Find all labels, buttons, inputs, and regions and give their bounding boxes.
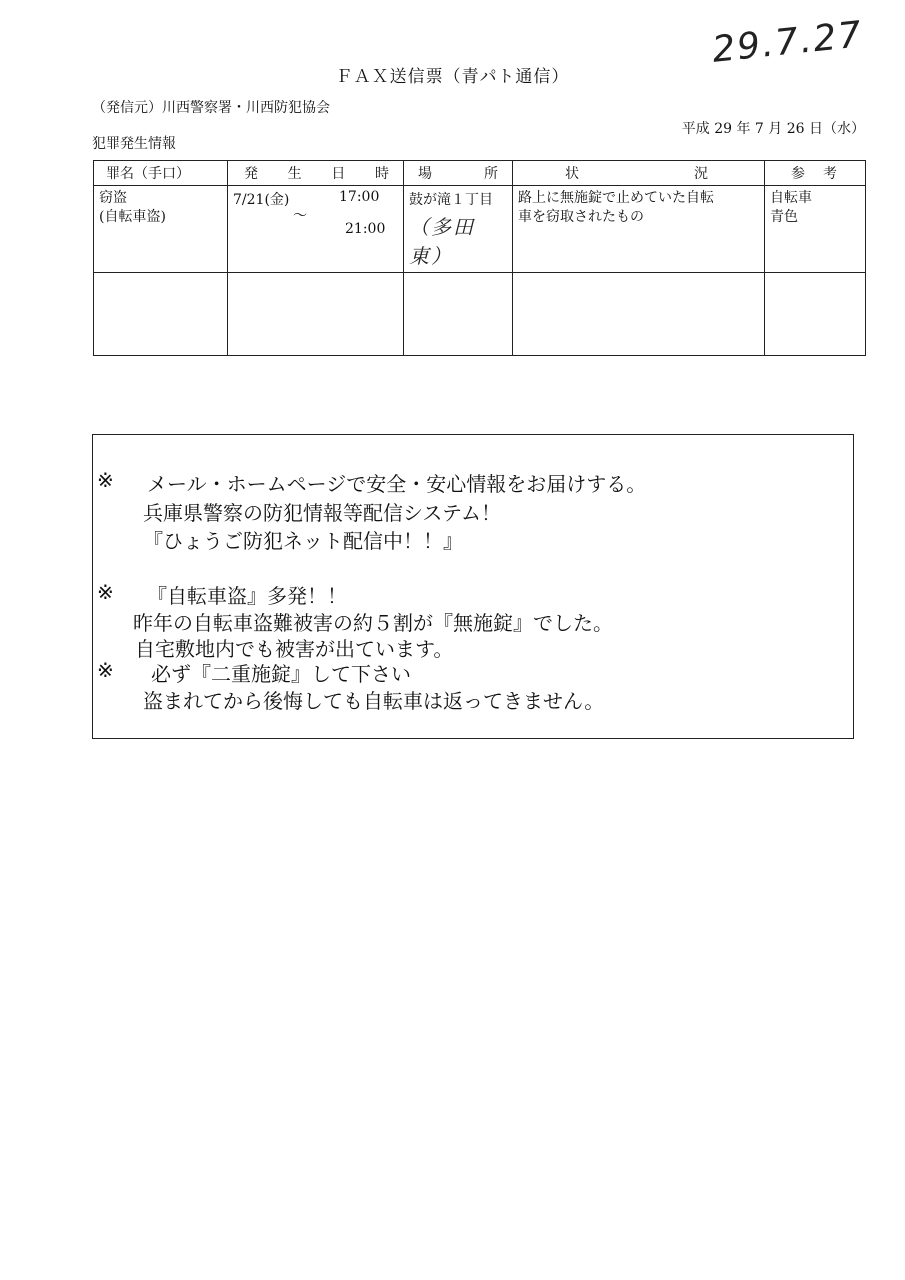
cell-reference xyxy=(765,186,866,273)
notice-line: 必ず『二重施錠』して下さい xyxy=(151,662,411,686)
notice-line: 『自転車盗』多発！！ xyxy=(147,584,347,608)
end-time: 21:00 xyxy=(345,221,386,237)
cell-crime xyxy=(94,186,228,273)
handwritten-place-note: （多田東） xyxy=(409,215,475,268)
header-situation xyxy=(513,161,765,186)
header-datetime-char: 生 xyxy=(287,166,302,182)
header-crime xyxy=(94,161,228,186)
reference-mark: ※ xyxy=(97,658,114,682)
header-datetime xyxy=(228,161,404,186)
reference-mark: ※ xyxy=(97,468,114,492)
time-range-tilde: ～ xyxy=(293,208,307,224)
crime-info-table xyxy=(93,160,866,356)
handwritten-received-date: 29.7.27 xyxy=(710,14,866,71)
cell-place xyxy=(404,186,513,273)
table-header-row xyxy=(94,161,866,186)
header-reference-char: 考 xyxy=(823,166,837,182)
empty-cell xyxy=(228,273,404,356)
header-reference-char: 参 xyxy=(791,166,805,182)
table-row-empty xyxy=(94,273,866,356)
situation-text: 路上に無施錠で止めていた自転 車を窃取されたもの xyxy=(518,190,714,225)
occurrence-date: 7/21(金) xyxy=(233,192,290,208)
sender-line: （発信元）川西警察署・川西防犯協会 xyxy=(92,100,330,116)
header-place-char: 所 xyxy=(484,166,498,182)
header-situation-char: 況 xyxy=(694,166,708,182)
cell-datetime xyxy=(228,186,404,273)
empty-cell xyxy=(404,273,513,356)
header-datetime-char: 日 xyxy=(331,166,346,182)
cell-situation xyxy=(513,186,765,273)
notice-box xyxy=(92,434,854,739)
header-place xyxy=(404,161,513,186)
notice-line: 自宅敷地内でも被害が出ています。 xyxy=(135,637,454,661)
document-title: ＦＡＸ送信票（青パト通信） xyxy=(335,67,570,87)
empty-cell xyxy=(765,273,866,356)
header-crime-label: 罪名（手口） xyxy=(106,166,190,182)
notice-line: メール・ホームページで安全・安心情報をお届けする。 xyxy=(147,472,647,496)
reference-mark: ※ xyxy=(97,580,114,604)
empty-cell xyxy=(94,273,228,356)
notice-line: 昨年の自転車盗難被害の約５割が『無施錠』でした。 xyxy=(133,611,613,635)
empty-cell xyxy=(513,273,765,356)
notice-line: 盗まれてから後悔しても自転車は返ってきません。 xyxy=(143,689,605,713)
place-name: 鼓が滝１丁目 xyxy=(409,192,493,208)
document-date: 平成 29 年 7 月 26 日（水） xyxy=(681,121,865,137)
crime-name: 窃盗 (自転車盗) xyxy=(99,190,166,225)
table-row xyxy=(94,186,866,273)
reference-text: 自転車 青色 xyxy=(770,190,812,225)
header-datetime-char: 時 xyxy=(374,166,389,182)
notice-line: 『ひょうご防犯ネット配信中！！』 xyxy=(143,529,463,553)
notice-line: 兵庫県警察の防犯情報等配信システム！ xyxy=(143,501,501,525)
header-datetime-char: 発 xyxy=(244,166,258,182)
header-place-char: 場 xyxy=(418,166,432,182)
header-situation-char: 状 xyxy=(565,166,579,182)
start-time: 17:00 xyxy=(339,189,380,205)
header-reference xyxy=(765,161,866,186)
section-label: 犯罪発生情報 xyxy=(92,136,176,152)
